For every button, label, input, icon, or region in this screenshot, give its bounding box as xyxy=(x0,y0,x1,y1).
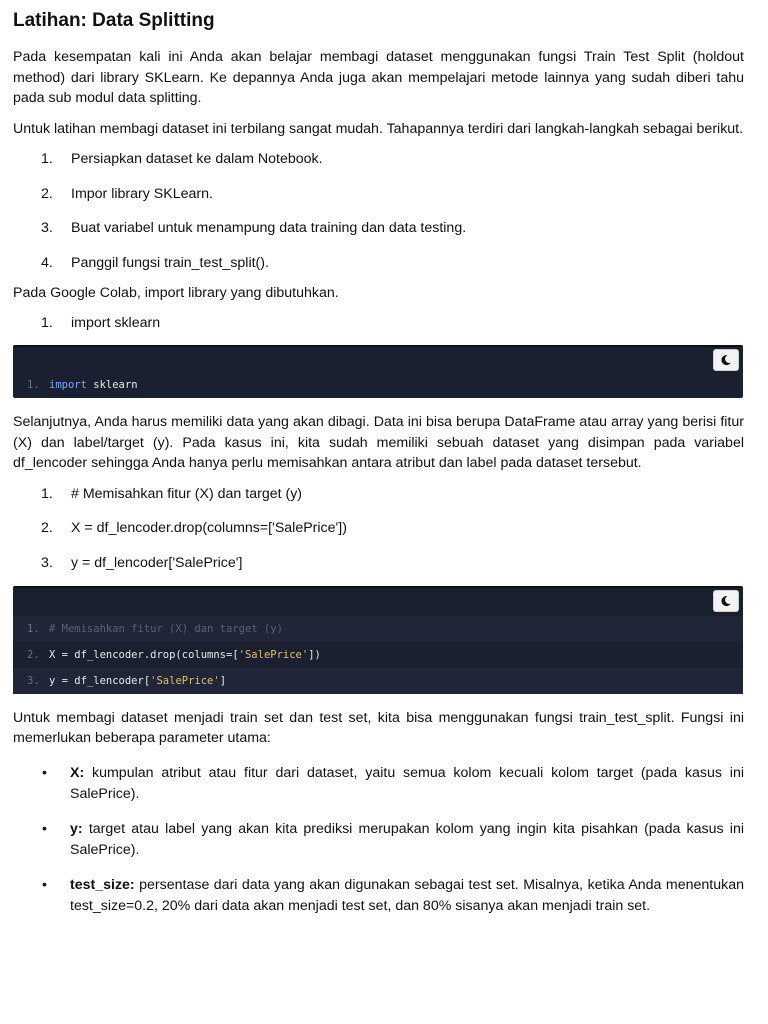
list-item: 2. X = df_lencoder.drop(columns=['SalePrice']) xyxy=(41,520,347,536)
code-block-1 xyxy=(13,345,743,398)
code-block-2 xyxy=(13,586,743,694)
colab-intro: Pada Google Colab, import library yang dibutuhkan. xyxy=(13,284,339,301)
list-item: • X: kumpulan atribut atau fitur dari dataset, yaitu semua kolom kecuali kolom target (pada kasus ini SalePrice). xyxy=(42,764,744,802)
split-steps-list xyxy=(13,484,744,573)
intro-paragraph-2: Untuk latihan membagi dataset ini terbilang sangat mudah. Tahapannya terdiri dari langkah-langkah sebagai berikut. xyxy=(13,120,744,137)
intro-paragraph-1: Pada kesempatan kali ini Anda akan belajar membagi dataset menggunakan fungsi Train Test Split (holdout method) dari library SKLearn. Ke depannya Anda juga akan mempelajari metode lainnya yang sudah diberi tahu pada sub modul data splitting. xyxy=(13,49,744,106)
list-item: 3. Buat variabel untuk menampung data training dan data testing. xyxy=(41,220,467,236)
page-title: Latihan: Data Splitting xyxy=(13,10,215,31)
code-line: 2. X = df_lencoder.drop(columns=[ 'SalePrice' ]) xyxy=(27,648,321,661)
code-line: 1. import sklearn xyxy=(27,379,138,391)
code-line: 3. y = df_lencoder[ 'SalePrice' ] xyxy=(13,668,743,694)
data-paragraph: Selanjutnya, Anda harus memiliki data yang akan dibagi. Data ini bisa berupa DataFrame atau array yang berisi fitur (X) dan label/target (y). Pada kasus ini, kita sudah memiliki sebuah dataset yang disimpan pada variabel df_lencoder sehingga Anda hanya perlu memisahkan antara atribut dan label pada dataset tersebut. xyxy=(13,414,744,471)
list-item: 3. y = df_lencoder['SalePrice'] xyxy=(41,554,243,571)
list-item: 2. Impor library SKLearn. xyxy=(41,185,213,202)
list-item: 4. Panggil fungsi train_test_split(). xyxy=(41,254,269,271)
params-paragraph: Untuk membagi dataset menjadi train set dan test set, kita bisa menggunakan fungsi train_test_split. Fungsi ini memerlukan beberapa parameter utama: xyxy=(13,709,744,746)
colab-steps-list xyxy=(13,313,744,333)
params-list xyxy=(13,763,744,917)
code-line: 1. # Memisahkan fitur (X) dan target (y) xyxy=(13,616,743,642)
list-item: • test_size: persentase dari data yang akan digunakan sebagai test set. Misalnya, ketika Anda menentukan test_size=0.2, 20% dari data akan menjadi test set, dan 80% sisanya akan menjadi train set. xyxy=(42,876,744,914)
moon-icon[interactable] xyxy=(713,349,739,371)
list-item: • y: target atau label yang akan kita prediksi merupakan kolom yang ingin kita pisahkan (pada kasus ini SalePrice). xyxy=(42,820,744,858)
moon-icon[interactable] xyxy=(713,590,739,612)
steps-list xyxy=(13,149,744,273)
list-item: 1. import sklearn xyxy=(41,315,161,331)
list-item: 1. # Memisahkan fitur (X) dan target (y) xyxy=(41,485,303,502)
list-item: 1. Persiapkan dataset ke dalam Notebook. xyxy=(41,151,323,167)
